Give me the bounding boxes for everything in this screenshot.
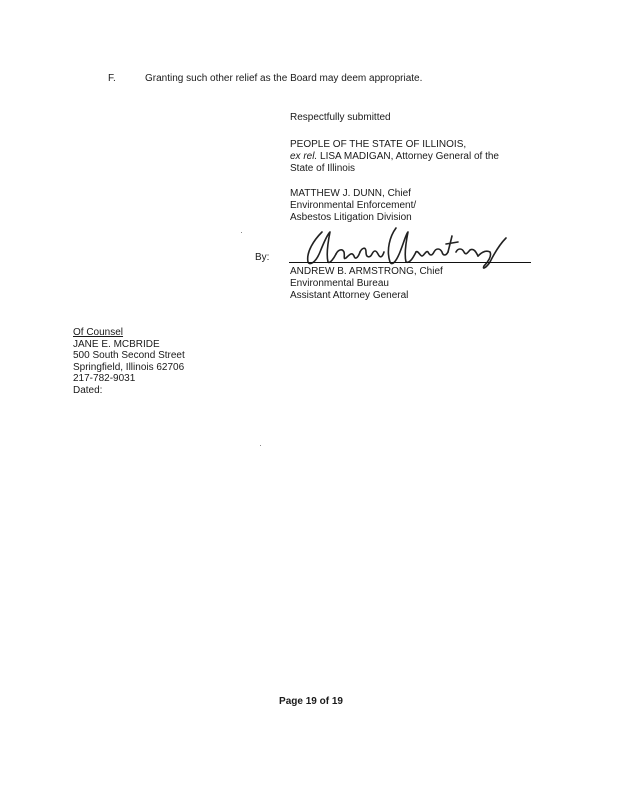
counsel-address-2: Springfield, Illinois 62706 bbox=[73, 361, 185, 373]
signer-block bbox=[290, 266, 443, 302]
by-label: By: bbox=[255, 252, 270, 263]
ex-rel-text: ex rel. bbox=[290, 151, 318, 162]
plaintiff-line-1: PEOPLE OF THE STATE OF ILLINOIS, bbox=[290, 139, 467, 150]
plaintiff-block bbox=[290, 139, 499, 175]
relief-item-letter: F. bbox=[108, 73, 116, 84]
dated-label: Dated: bbox=[73, 384, 103, 396]
division-chief-block bbox=[290, 188, 416, 224]
page-number: Page 19 of 19 bbox=[279, 696, 343, 707]
plaintiff-line-2 bbox=[290, 151, 499, 163]
counsel-address-1: 500 South Second Street bbox=[73, 350, 185, 361]
chief-line-3: Asbestos Litigation Division bbox=[290, 212, 412, 223]
signature-line bbox=[289, 262, 531, 263]
signer-line-1: ANDREW B. ARMSTRONG, Chief bbox=[290, 266, 443, 277]
attorney-general-text: LISA MADIGAN, Attorney General of the bbox=[317, 151, 499, 162]
counsel-block bbox=[73, 327, 185, 396]
signer-line-2: Environmental Bureau bbox=[290, 278, 389, 289]
relief-item-text: Granting such other relief as the Board may deem appropriate. bbox=[145, 73, 423, 84]
scan-speck bbox=[241, 232, 242, 233]
counsel-name: JANE E. MCBRIDE bbox=[73, 338, 160, 350]
counsel-title: Of Counsel bbox=[73, 327, 124, 338]
plaintiff-line-3: State of Illinois bbox=[290, 163, 356, 174]
chief-line-2: Environmental Enforcement/ bbox=[290, 200, 417, 211]
closing-text: Respectfully submitted bbox=[290, 112, 391, 123]
signer-line-3: Assistant Attorney General bbox=[290, 290, 409, 301]
counsel-phone: 217-782-9031 bbox=[73, 373, 136, 384]
scan-speck bbox=[260, 445, 261, 446]
chief-line-1: MATTHEW J. DUNN, Chief bbox=[290, 188, 411, 199]
